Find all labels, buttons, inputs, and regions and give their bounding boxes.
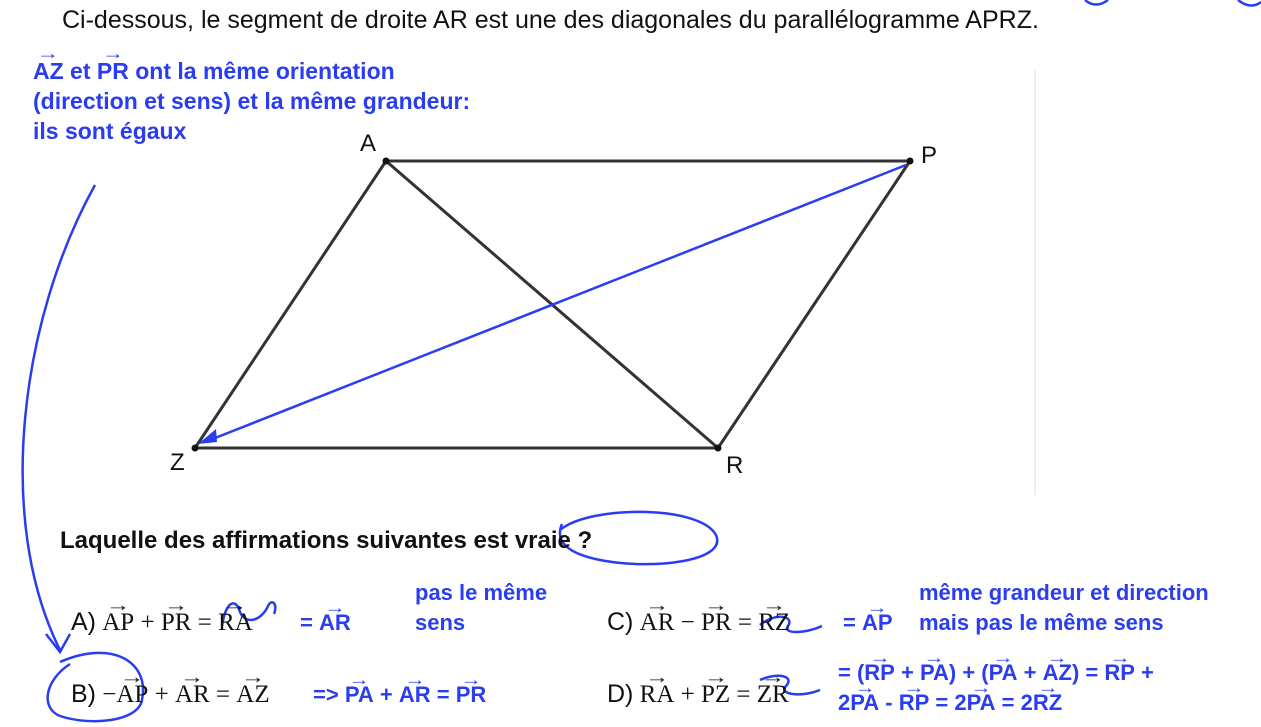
- vector: → AR: [319, 610, 351, 636]
- vector: → PA: [850, 690, 879, 716]
- annotation-text: +: [373, 682, 399, 707]
- annotation-a-comment-2: sens: [415, 610, 466, 635]
- note-text: et: [63, 58, 97, 84]
- vector: → RZ: [758, 609, 790, 637]
- vector: → RP: [899, 690, 930, 716]
- vector: → PA: [989, 660, 1018, 686]
- annotation-d-line-2: [838, 690, 1062, 716]
- vector: → AP: [102, 609, 134, 637]
- side-pr: [718, 161, 910, 448]
- vector: → PR: [701, 609, 732, 637]
- side-za: [195, 161, 386, 448]
- vector: → AP: [116, 681, 148, 709]
- annotation-text: +: [1134, 660, 1154, 685]
- note-line-3: ils sont égaux: [33, 118, 187, 144]
- annotation-text: -: [879, 690, 899, 715]
- operator: =: [191, 609, 219, 636]
- annotation-text: =: [843, 610, 862, 635]
- vector: → PR: [161, 609, 192, 637]
- operator: +: [674, 681, 701, 708]
- annotation-text: 2: [838, 690, 851, 715]
- vertex-label-a: A: [360, 130, 377, 157]
- handwritten-note: [33, 56, 553, 146]
- operator: −: [674, 609, 701, 636]
- annotation-d-line-1: [838, 660, 1154, 686]
- vector: → AZ: [236, 681, 269, 709]
- note-line-2: (direction et sens) et la même grandeur:: [33, 88, 471, 114]
- option-letter: B): [71, 680, 96, 708]
- annotation-text: +: [1017, 660, 1043, 685]
- operator: −: [96, 681, 117, 708]
- vertex-label-r: R: [726, 452, 744, 479]
- vector-pr: → PR: [97, 56, 129, 86]
- vector: → AP: [862, 610, 893, 636]
- annotation-text: = 2: [929, 690, 967, 715]
- annotation-text: = 2: [995, 690, 1033, 715]
- vector: → AR: [399, 682, 431, 708]
- note-line-1: [33, 56, 553, 86]
- vector: → PA: [345, 682, 374, 708]
- vector: → RP: [864, 660, 895, 686]
- annotation-text: =: [430, 682, 456, 707]
- option-letter: A): [71, 608, 96, 636]
- vector: → PR: [456, 682, 487, 708]
- hand-drawn-curve: [23, 185, 95, 650]
- annotation-text: =: [300, 610, 319, 635]
- operator: =: [730, 681, 757, 708]
- curve-arrow-icon: [46, 634, 70, 652]
- vector: → AR: [175, 681, 210, 709]
- annotation-a-comment-1: pas le même: [415, 580, 548, 605]
- blue-vector-pz: [198, 165, 906, 444]
- vector-az: → AZ: [33, 56, 64, 86]
- annotation-c-result: [843, 610, 893, 636]
- annotation-text: ) =: [1071, 660, 1105, 685]
- vector: → AR: [640, 609, 675, 637]
- intro-text: Ci-dessous, le segment de droite AR est une des diagonales du parallélogramme APRZ.: [62, 6, 1039, 34]
- operator: =: [209, 681, 237, 708]
- annotation-text: =>: [313, 682, 345, 707]
- vector: → PZ: [701, 681, 730, 709]
- vector: → RP: [1104, 660, 1135, 686]
- operator: +: [148, 681, 175, 708]
- note-text: ont la même orientation: [128, 58, 395, 84]
- annotation-text: ) + (: [948, 660, 989, 685]
- annotation-text: = (: [838, 660, 865, 685]
- vector: → RZ: [1033, 690, 1062, 716]
- option-letter: D): [607, 680, 634, 708]
- annotation-b-result: [313, 682, 486, 708]
- vector: → PA: [920, 660, 949, 686]
- vertex-label-z: Z: [170, 449, 185, 476]
- vector: → PA: [967, 690, 996, 716]
- vector: → ZR: [757, 681, 789, 709]
- vertex-label-p: P: [921, 142, 938, 169]
- corner-mark: [1085, 0, 1261, 6]
- annotation-text: +: [894, 660, 920, 685]
- vector: → AZ: [1043, 660, 1072, 686]
- annotation-a-result: [300, 610, 351, 636]
- annotation-c-comment-1: même grandeur et direction: [919, 580, 1209, 605]
- operator: +: [134, 609, 161, 636]
- option-d[interactable]: [607, 680, 789, 709]
- vector: → RA: [640, 681, 675, 709]
- operator: =: [731, 609, 759, 636]
- option-letter: C): [607, 608, 634, 636]
- option-c[interactable]: [607, 608, 790, 637]
- annotation-c-comment-2: mais pas le même sens: [919, 610, 1164, 635]
- option-a[interactable]: [71, 608, 253, 637]
- option-b[interactable]: [71, 680, 270, 709]
- question-text: Laquelle des affirmations suivantes est vraie ?: [60, 527, 593, 554]
- vector: → RA: [218, 609, 253, 637]
